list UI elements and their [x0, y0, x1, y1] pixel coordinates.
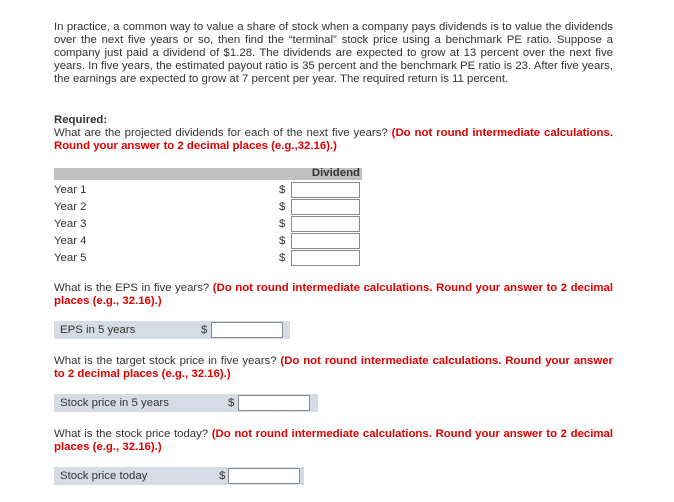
currency-symbol: $ — [228, 397, 235, 409]
question-3 — [54, 355, 613, 381]
stock-price-5-years-label: Stock price in 5 years — [60, 397, 169, 409]
dividend-year-5-input[interactable] — [291, 250, 360, 266]
currency-symbol: $ — [201, 324, 208, 336]
question-3-instruction: (Do not round intermediate calculations. Round your answer to 2 decimal places (e.g., 32.16).) — [54, 355, 613, 380]
question-4 — [54, 428, 613, 454]
eps-answer-row — [54, 321, 290, 339]
required-label: Required: — [54, 114, 108, 126]
eps-label: EPS in 5 years — [60, 324, 136, 336]
stock-price-5-years-input[interactable] — [238, 395, 310, 411]
row-label: Year 5 — [54, 252, 87, 264]
eps-input[interactable] — [211, 322, 283, 338]
dividend-year-2-input[interactable] — [291, 199, 360, 215]
table-row-year-1 — [54, 182, 364, 199]
currency-symbol: $ — [279, 252, 286, 264]
question-4-instruction: (Do not round intermediate calculations. Round your answer to 2 decimal places (e.g., 32.16).) — [54, 428, 613, 453]
currency-symbol: $ — [279, 201, 286, 213]
question-3-text: What is the target stock price in five years? — [54, 355, 277, 367]
question-2-instruction: (Do not round intermediate calculations. Round your answer to 2 decimal places (e.g., 32.16).) — [54, 282, 613, 307]
problem-intro: In practice, a common way to value a share of stock when a company pays dividends is to value the dividends over the next five years or so, then find the “terminal” stock price using a benchmark PE ratio. Suppose a company just paid a dividend of $1.28. The dividends are expected to grow at 13 percent over the next five years. In five years, the estimated payout ratio is 35 percent and the benchmark PE ratio is 23. After five years, the earnings are expected to grow at 7 percent per year. The required return is 11 percent. — [54, 21, 613, 85]
question-1 — [54, 114, 613, 153]
table-row-year-5 — [54, 250, 364, 267]
currency-symbol: $ — [279, 184, 286, 196]
question-2 — [54, 282, 613, 308]
table-row-year-3 — [54, 216, 364, 233]
stock-price-today-label: Stock price today — [60, 470, 148, 482]
question-2-text: What is the EPS in five years? — [54, 282, 210, 294]
table-row-year-4 — [54, 233, 364, 250]
stock-price-today-input[interactable] — [228, 468, 300, 484]
currency-symbol: $ — [219, 470, 226, 482]
currency-symbol: $ — [279, 218, 286, 230]
dividend-year-3-input[interactable] — [291, 216, 360, 232]
dividend-table-header — [54, 168, 362, 180]
currency-symbol: $ — [279, 235, 286, 247]
row-label: Year 2 — [54, 201, 87, 213]
table-row-year-2 — [54, 199, 364, 216]
dividend-year-1-input[interactable] — [291, 182, 360, 198]
stock-price-5-years-answer-row — [54, 394, 318, 412]
dividend-year-4-input[interactable] — [291, 233, 360, 249]
question-1-text: What are the projected dividends for each of the next five years? — [54, 127, 388, 139]
row-label: Year 3 — [54, 218, 87, 230]
row-label: Year 4 — [54, 235, 87, 247]
stock-price-today-answer-row — [54, 467, 304, 485]
row-label: Year 1 — [54, 184, 87, 196]
dividend-column-header: Dividend — [311, 167, 360, 179]
question-4-text: What is the stock price today? — [54, 428, 209, 440]
question-1-instruction: (Do not round intermediate calculations. Round your answer to 2 decimal places (e.g.,32.16).) — [54, 127, 614, 152]
